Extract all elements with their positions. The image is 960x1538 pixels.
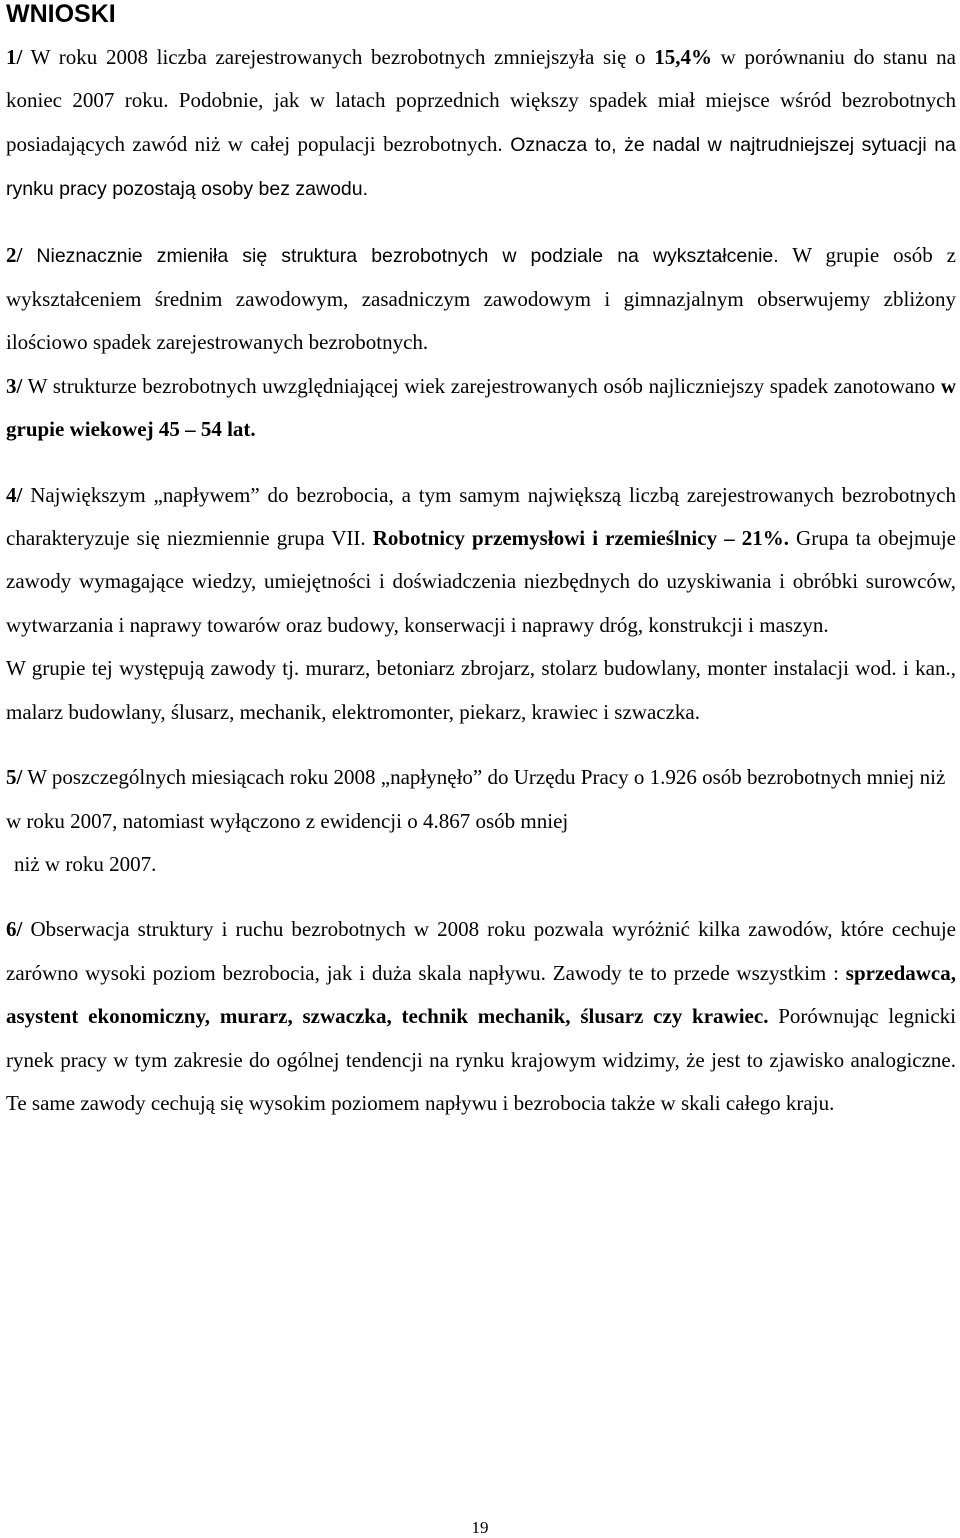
paragraph-5 — [6, 756, 956, 886]
paragraph-6-number: 6/ — [6, 917, 23, 942]
paragraph-1-number: 1/ — [6, 45, 23, 69]
document-page — [6, 0, 956, 1125]
paragraph-2-number: 2/ — [6, 242, 23, 267]
paragraph-1-text-a: W roku 2008 liczba zarejestrowanych bezrobotnych zmniejszyła się o — [22, 45, 655, 69]
paragraph-2 — [6, 234, 956, 365]
paragraph-2-text: W grupie osób z wykształceniem średnim zawodowym, zasadniczym zawodowym i gimnazjalnym obserwujemy zbliżony ilościowo spadek zarejestrowanych bezrobotnych. — [6, 242, 956, 355]
paragraph-1-percent: 15,4% — [654, 45, 712, 69]
paragraph-5-text-b: niż w roku 2007. — [14, 851, 157, 876]
paragraph-1-text-b: w porównaniu do stanu na koniec 2007 roku. Podobnie, jak w latach poprzednich większy spadek miał miejsce wśród bezrobotnych posiadających zawód niż w całej populacji bezrobotnych. — [6, 45, 956, 156]
paragraph-5-number: 5/ — [6, 765, 23, 790]
paragraph-4-continued: W grupie tej występują zawody tj. murarz, betoniarz zbrojarz, stolarz budowlany, monter instalacji wod. i kan., malarz budowlany, ślusarz, mechanik, elektromonter, piekarz, krawiec i szwaczka. — [6, 656, 956, 724]
paragraph-5-text-a: W poszczególnych miesiącach roku 2008 „napłynęło” do Urzędu Pracy o 1.926 osób bezrobotnych mniej niż w roku 2007, natomiast wyłączono z ewidencji o 4.867 osób mniej — [6, 765, 946, 833]
paragraph-4-group: Robotnicy przemysłowi i rzemieślnicy – 21%. — [372, 526, 789, 551]
paragraph-6-occupations: sprzedawca, asystent ekonomiczny, murarz, szwaczka, technik mechanik, ślusarz czy krawiec. — [6, 960, 956, 1029]
paragraph-4 — [6, 474, 956, 648]
paragraph-3-age-group: w grupie wiekowej 45 – 54 lat. — [6, 373, 956, 442]
paragraph-4-text-b: Grupa ta obejmuje zawody wymagające wiedzy, umiejętności i doświadczenia niezbędnych do uzyskiwania i obróbki surowców, wytwarzania i naprawy towarów oraz budowy, konserwacji i naprawy dróg, konstrukcji i maszyn. — [6, 526, 956, 637]
paragraph-3 — [6, 365, 956, 452]
paragraph-2-text-sans: Nieznacznie zmieniła się struktura bezrobotnych w podziale na wykształcenie. — [22, 244, 779, 267]
section-heading: WNIOSKI — [6, 0, 116, 28]
paragraph-3-text: W strukturze bezrobotnych uwzględniającej wiek zarejestrowanych osób najliczniejszy spadek zanotowano — [22, 373, 941, 398]
paragraph-1-text-sans: Oznacza to, że nadal w najtrudniejszej sytuacji na rynku pracy pozostają osoby bez zawodu. — [6, 133, 956, 201]
paragraph-6 — [6, 908, 956, 1125]
paragraph-3-number: 3/ — [6, 373, 23, 398]
paragraph-6-text-b: Porównując legnicki rynek pracy w tym zakresie do ogólnej tendencji na rynku krajowym widzimy, że jest to zjawisko analogiczne. Te same zawody cechują się wysokim poziomem napływu i bezrobocia także w skali całego kraju. — [6, 1004, 956, 1115]
page-number: 19 — [471, 1518, 489, 1537]
paragraph-4-number: 4/ — [6, 482, 23, 507]
paragraph-1 — [6, 36, 956, 212]
paragraph-4-text-a: Największym „napływem” do bezrobocia, a tym samym największą liczbą zarejestrowanych bezrobotnych charakteryzuje się niezmiennie grupa VII. — [6, 482, 956, 551]
paragraph-6-text-a: Obserwacja struktury i ruchu bezrobotnych w 2008 roku pozwala wyróżnić kilka zawodów, które cechuje zarówno wysoki poziom bezrobocia, jak i duża skala napływu. Zawody te to przede wszystkim : — [6, 917, 956, 985]
